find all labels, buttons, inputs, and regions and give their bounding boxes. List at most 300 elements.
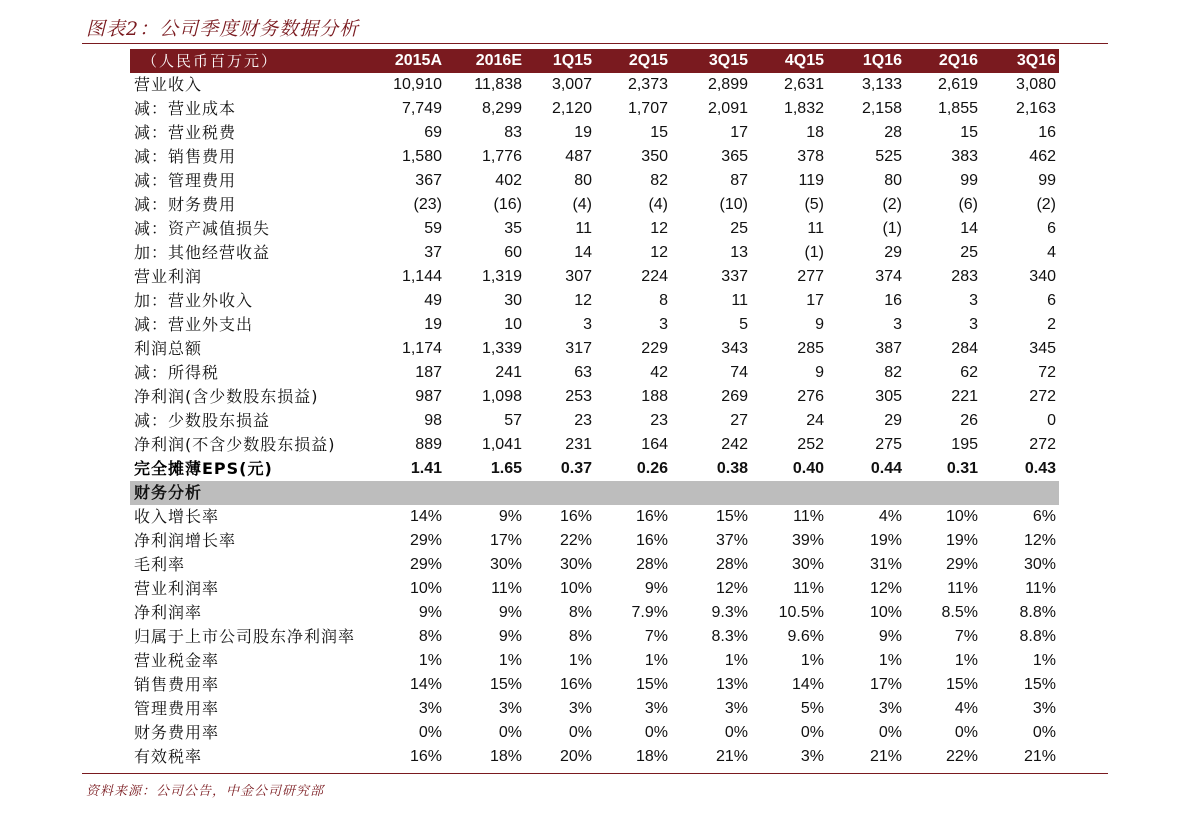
table-cell: 37 xyxy=(424,244,442,261)
table-cell: 9% xyxy=(644,580,668,597)
row-label: 销售费用率 xyxy=(134,675,220,694)
row-label: 管理费用率 xyxy=(134,699,220,718)
table-cell: 889 xyxy=(415,436,442,453)
table-cell: 3,133 xyxy=(861,76,902,93)
table-cell: 367 xyxy=(415,172,442,189)
table-cell: 2,163 xyxy=(1015,100,1056,117)
table-cell: 24 xyxy=(806,412,824,429)
table-cell: (1) xyxy=(804,244,824,261)
table-cell: 3% xyxy=(1032,700,1056,717)
table-cell: 25 xyxy=(730,220,748,237)
row-label: 加：营业外收入 xyxy=(134,291,254,310)
table-cell: 15% xyxy=(489,676,522,693)
table-cell: 276 xyxy=(797,388,824,405)
table-cell: 16% xyxy=(559,676,592,693)
table-cell: 10% xyxy=(869,604,902,621)
table-cell: 164 xyxy=(641,436,668,453)
row-label: 毛利率 xyxy=(134,555,186,574)
table-cell: 29 xyxy=(884,244,902,261)
table-cell: 20% xyxy=(559,748,592,765)
row-label: 减：少数股东损益 xyxy=(134,411,271,430)
table-cell: 9% xyxy=(878,628,902,645)
table-cell: 187 xyxy=(415,364,442,381)
table-cell: 5% xyxy=(800,700,824,717)
table-cell: (4) xyxy=(572,196,592,213)
col-header-2q15: 2Q15 xyxy=(628,52,668,69)
table-cell: 1% xyxy=(954,652,978,669)
table-cell: 9 xyxy=(815,316,824,333)
table-cell: 10.5% xyxy=(778,604,824,621)
table-cell: 1,041 xyxy=(481,436,522,453)
table-cell: 241 xyxy=(495,364,522,381)
table-cell: 69 xyxy=(424,124,442,141)
table-cell: 1,580 xyxy=(401,148,442,165)
table-cell: 3 xyxy=(583,316,592,333)
table-row xyxy=(130,73,1059,97)
table-cell: 0.26 xyxy=(636,460,668,477)
table-row xyxy=(130,385,1059,409)
table-cell: 284 xyxy=(951,340,978,357)
table-cell: 1,319 xyxy=(481,268,522,285)
table-cell: 17 xyxy=(730,124,748,141)
table-row xyxy=(130,121,1059,145)
table-cell: 285 xyxy=(797,340,824,357)
table-cell: 87 xyxy=(730,172,748,189)
table-cell: 1% xyxy=(1032,652,1056,669)
table-cell: 25 xyxy=(960,244,978,261)
table-cell: 8% xyxy=(568,628,592,645)
table-cell: 0% xyxy=(644,724,668,741)
table-cell: 15 xyxy=(650,124,668,141)
table-cell: 195 xyxy=(951,436,978,453)
table-cell: 30% xyxy=(1023,556,1056,573)
table-cell: 374 xyxy=(875,268,902,285)
table-cell: 283 xyxy=(951,268,978,285)
table-row xyxy=(130,673,1059,697)
table-row xyxy=(130,601,1059,625)
table-cell: 83 xyxy=(504,124,522,141)
row-label: 营业收入 xyxy=(134,75,203,94)
table-cell: 99 xyxy=(1038,172,1056,189)
table-row xyxy=(130,217,1059,241)
table-row xyxy=(130,145,1059,169)
table-cell: 1,339 xyxy=(481,340,522,357)
figure-title: 图表2：公司季度财务数据分析 xyxy=(86,18,360,40)
table-cell: 0.43 xyxy=(1024,460,1056,477)
table-cell: 11% xyxy=(793,580,824,597)
table-cell: (16) xyxy=(493,196,522,213)
table-cell: 0 xyxy=(1047,412,1056,429)
table-row xyxy=(130,529,1059,553)
row-label: 净利润(含少数股东损益) xyxy=(134,387,319,406)
table-cell: 7,749 xyxy=(401,100,442,117)
table-cell: 365 xyxy=(721,148,748,165)
header-unit-label: （人民币百万元） xyxy=(142,52,279,70)
table-cell: 30% xyxy=(791,556,824,573)
table-cell: 350 xyxy=(641,148,668,165)
table-cell: 11 xyxy=(807,220,824,237)
table-cell: 42 xyxy=(650,364,668,381)
col-header-2015a: 2015A xyxy=(394,52,442,69)
table-cell: 8.5% xyxy=(941,604,978,621)
table-cell: 59 xyxy=(424,220,442,237)
table-row xyxy=(130,169,1059,193)
table-cell: 18% xyxy=(489,748,522,765)
top-divider xyxy=(82,43,1108,44)
table-row xyxy=(130,457,1059,481)
table-cell: 19 xyxy=(574,124,592,141)
table-cell: 37% xyxy=(715,532,748,549)
table-cell: 8% xyxy=(568,604,592,621)
table-cell: 28% xyxy=(715,556,748,573)
table-cell: 272 xyxy=(1029,436,1056,453)
table-cell: 15% xyxy=(1023,676,1056,693)
table-cell: 16 xyxy=(1038,124,1056,141)
table-cell: 5 xyxy=(739,316,748,333)
table-cell: 10,910 xyxy=(393,76,442,93)
col-header-3q16: 3Q16 xyxy=(1016,52,1056,69)
row-label: 有效税率 xyxy=(134,747,203,766)
table-cell: 343 xyxy=(721,340,748,357)
table-cell: 119 xyxy=(798,172,824,189)
table-cell: 2,158 xyxy=(861,100,902,117)
table-cell: 2,619 xyxy=(937,76,978,93)
table-cell: 13 xyxy=(730,244,748,261)
section-label: 财务分析 xyxy=(134,483,203,502)
table-cell: 8.8% xyxy=(1019,628,1056,645)
table-cell: 0.38 xyxy=(716,460,748,477)
table-cell: 3,080 xyxy=(1015,76,1056,93)
table-cell: 3% xyxy=(644,700,668,717)
table-cell: 10% xyxy=(559,580,592,597)
table-cell: 1,832 xyxy=(783,100,824,117)
table-cell: 30 xyxy=(504,292,522,309)
table-cell: 21% xyxy=(869,748,902,765)
table-cell: (6) xyxy=(958,196,978,213)
table-cell: 305 xyxy=(875,388,902,405)
table-cell: 3% xyxy=(800,748,824,765)
table-cell: 17 xyxy=(806,292,824,309)
table-cell: 8% xyxy=(418,628,442,645)
table-cell: 340 xyxy=(1029,268,1056,285)
table-cell: 10% xyxy=(945,508,978,525)
table-cell: 1% xyxy=(800,652,824,669)
table-cell: 2,631 xyxy=(783,76,824,93)
table-cell: 9% xyxy=(498,628,522,645)
table-cell: 242 xyxy=(721,436,748,453)
row-label: 净利润率 xyxy=(134,603,203,622)
table-cell: 82 xyxy=(650,172,668,189)
table-cell: 383 xyxy=(951,148,978,165)
table-cell: (1) xyxy=(882,220,902,237)
table-cell: 8 xyxy=(659,292,668,309)
table-cell: 275 xyxy=(875,436,902,453)
table-cell: 12% xyxy=(715,580,748,597)
col-header-1q15: 1Q15 xyxy=(552,52,592,69)
table-cell: 21% xyxy=(715,748,748,765)
table-cell: 11% xyxy=(793,508,824,525)
table-cell: 1% xyxy=(724,652,748,669)
table-cell: 14% xyxy=(791,676,824,693)
table-cell: 253 xyxy=(565,388,592,405)
table-row xyxy=(130,697,1059,721)
table-cell: 6 xyxy=(1047,292,1056,309)
table-cell: 14% xyxy=(409,676,442,693)
table-cell: 57 xyxy=(504,412,522,429)
col-header-4q15: 4Q15 xyxy=(784,52,824,69)
table-cell: 0% xyxy=(1032,724,1056,741)
row-label: 营业税金率 xyxy=(134,651,220,670)
table-cell: 525 xyxy=(875,148,902,165)
table-cell: 3 xyxy=(969,292,978,309)
table-cell: 62 xyxy=(960,364,978,381)
row-label: 净利润增长率 xyxy=(134,531,237,550)
table-cell: 378 xyxy=(797,148,824,165)
table-cell: 27 xyxy=(730,412,748,429)
table-cell: 3% xyxy=(878,700,902,717)
table-cell: 345 xyxy=(1029,340,1056,357)
table-cell: 7.9% xyxy=(631,604,668,621)
source-note: 资料来源：公司公告，中金公司研究部 xyxy=(86,784,325,799)
table-cell: 15% xyxy=(635,676,668,693)
table-cell: 252 xyxy=(797,436,824,453)
table-cell: 269 xyxy=(721,388,748,405)
table-cell: 29% xyxy=(409,556,442,573)
table-cell: 11 xyxy=(575,220,592,237)
table-cell: 11,838 xyxy=(474,76,522,93)
table-cell: 1.65 xyxy=(490,460,522,477)
table-cell: 317 xyxy=(565,340,592,357)
table-cell: 28 xyxy=(884,124,902,141)
table-cell: 9.6% xyxy=(787,628,824,645)
table-cell: 0% xyxy=(418,724,442,741)
table-cell: 9% xyxy=(418,604,442,621)
table-cell: 8.8% xyxy=(1019,604,1056,621)
table-cell: 63 xyxy=(574,364,592,381)
table-cell: 17% xyxy=(489,532,522,549)
table-cell: 0.37 xyxy=(560,460,592,477)
table-cell: (2) xyxy=(1036,196,1056,213)
table-cell: 7% xyxy=(644,628,668,645)
table-cell: 99 xyxy=(960,172,978,189)
table-cell: 74 xyxy=(730,364,748,381)
table-cell: 4% xyxy=(954,700,978,717)
table-row xyxy=(130,577,1059,601)
table-cell: 1,855 xyxy=(937,100,978,117)
table-cell: 272 xyxy=(1029,388,1056,405)
table-cell: 10% xyxy=(409,580,442,597)
table-cell: 15 xyxy=(960,124,978,141)
table-cell: 1,174 xyxy=(401,340,442,357)
table-cell: 28% xyxy=(635,556,668,573)
table-cell: 0% xyxy=(954,724,978,741)
table-cell: 11 xyxy=(731,292,748,309)
table-row xyxy=(130,505,1059,529)
table-cell: 0% xyxy=(800,724,824,741)
table-cell: 0% xyxy=(568,724,592,741)
table-cell: 1% xyxy=(568,652,592,669)
table-cell: 8.3% xyxy=(711,628,748,645)
table-cell: 337 xyxy=(721,268,748,285)
table-cell: 82 xyxy=(884,364,902,381)
table-row xyxy=(130,745,1059,769)
table-cell: 19 xyxy=(424,316,442,333)
table-cell: 2,091 xyxy=(707,100,748,117)
table-cell: 12 xyxy=(650,220,668,237)
table-cell: 16% xyxy=(635,508,668,525)
table-cell: 2,373 xyxy=(627,76,668,93)
row-label: 财务费用率 xyxy=(134,723,220,742)
table-cell: 0% xyxy=(878,724,902,741)
col-header-1q16: 1Q16 xyxy=(862,52,902,69)
table-row xyxy=(130,265,1059,289)
table-cell: 987 xyxy=(415,388,442,405)
table-row xyxy=(130,625,1059,649)
table-cell: 16 xyxy=(884,292,902,309)
table-cell: 188 xyxy=(641,388,668,405)
table-row xyxy=(130,649,1059,673)
row-label: 归属于上市公司股东净利润率 xyxy=(134,627,356,646)
table-cell: 16% xyxy=(409,748,442,765)
table-cell: 0% xyxy=(498,724,522,741)
row-label: 减：管理费用 xyxy=(134,171,237,190)
table-cell: 12 xyxy=(574,292,592,309)
table-cell: 6 xyxy=(1047,220,1056,237)
table-cell: 12 xyxy=(650,244,668,261)
section-header-row xyxy=(130,481,1059,505)
table-cell: 80 xyxy=(574,172,592,189)
table-cell: 487 xyxy=(565,148,592,165)
table-cell: 231 xyxy=(565,436,592,453)
table-row xyxy=(130,313,1059,337)
table-row xyxy=(130,361,1059,385)
table-cell: 9% xyxy=(498,508,522,525)
table-cell: 22% xyxy=(559,532,592,549)
table-cell: 18% xyxy=(635,748,668,765)
table-row xyxy=(130,409,1059,433)
table-cell: (23) xyxy=(413,196,442,213)
table-cell: 17% xyxy=(869,676,902,693)
table-cell: 229 xyxy=(641,340,668,357)
financial-table xyxy=(130,49,1059,769)
table-cell: 402 xyxy=(495,172,522,189)
table-row xyxy=(130,721,1059,745)
table-cell: 1,707 xyxy=(627,100,668,117)
table-cell: 2 xyxy=(1047,316,1056,333)
table-cell: 2,120 xyxy=(551,100,592,117)
table-cell: 13% xyxy=(715,676,748,693)
table-cell: 39% xyxy=(791,532,824,549)
table-cell: 11% xyxy=(947,580,978,597)
table-cell: 15% xyxy=(715,508,748,525)
row-label: 加：其他经营收益 xyxy=(134,243,271,262)
table-row xyxy=(130,553,1059,577)
table-cell: 7% xyxy=(954,628,978,645)
col-header-3q15: 3Q15 xyxy=(708,52,748,69)
table-cell: 3 xyxy=(893,316,902,333)
table-cell: 30% xyxy=(489,556,522,573)
table-cell: 1.41 xyxy=(410,460,442,477)
table-cell: (5) xyxy=(804,196,824,213)
table-cell: 307 xyxy=(565,268,592,285)
table-cell: 1% xyxy=(418,652,442,669)
col-header-2q16: 2Q16 xyxy=(938,52,978,69)
table-cell: 224 xyxy=(641,268,668,285)
table-cell: 8,299 xyxy=(481,100,522,117)
table-cell: 0% xyxy=(724,724,748,741)
table-cell: 29% xyxy=(409,532,442,549)
table-cell: 3% xyxy=(498,700,522,717)
table-cell: (10) xyxy=(719,196,748,213)
table-cell: 30% xyxy=(559,556,592,573)
table-cell: 1% xyxy=(644,652,668,669)
table-cell: 35 xyxy=(504,220,522,237)
row-label: 完全摊薄EPS(元) xyxy=(134,459,273,478)
row-label: 减：营业外支出 xyxy=(134,315,254,334)
row-label: 减：营业税费 xyxy=(134,123,237,142)
table-cell: 72 xyxy=(1038,364,1056,381)
table-header-row xyxy=(130,49,1059,73)
table-cell: 1,776 xyxy=(481,148,522,165)
table-cell: 12% xyxy=(869,580,902,597)
table-cell: 14% xyxy=(409,508,442,525)
row-label: 减：销售费用 xyxy=(134,147,237,166)
col-header-2016e: 2016E xyxy=(475,52,522,69)
table-cell: 14 xyxy=(574,244,592,261)
table-cell: 12% xyxy=(1023,532,1056,549)
table-cell: 23 xyxy=(650,412,668,429)
table-cell: 277 xyxy=(797,268,824,285)
table-cell: 4 xyxy=(1047,244,1056,261)
table-cell: 3 xyxy=(659,316,668,333)
table-cell: 18 xyxy=(806,124,824,141)
row-label: 净利润(不含少数股东损益) xyxy=(134,435,336,454)
table-cell: 14 xyxy=(960,220,978,237)
table-row xyxy=(130,193,1059,217)
table-cell: 2,899 xyxy=(707,76,748,93)
table-cell: 23 xyxy=(574,412,592,429)
table-cell: 0.31 xyxy=(946,460,978,477)
table-row xyxy=(130,433,1059,457)
table-cell: 19% xyxy=(869,532,902,549)
table-cell: 6% xyxy=(1032,508,1056,525)
table-cell: 22% xyxy=(945,748,978,765)
table-cell: 98 xyxy=(424,412,442,429)
table-cell: 49 xyxy=(424,292,442,309)
table-cell: 9 xyxy=(815,364,824,381)
table-cell: 0.44 xyxy=(870,460,902,477)
row-label: 利润总额 xyxy=(134,339,203,358)
table-cell: 15% xyxy=(945,676,978,693)
table-cell: 60 xyxy=(504,244,522,261)
table-cell: 21% xyxy=(1023,748,1056,765)
table-cell: 3,007 xyxy=(551,76,592,93)
table-row xyxy=(130,241,1059,265)
table-cell: 10 xyxy=(504,316,522,333)
row-label: 营业利润率 xyxy=(134,579,220,598)
table-cell: 462 xyxy=(1029,148,1056,165)
table-cell: 29 xyxy=(884,412,902,429)
table-cell: 11% xyxy=(491,580,522,597)
table-cell: 3% xyxy=(568,700,592,717)
table-cell: (2) xyxy=(882,196,902,213)
row-label: 减：所得税 xyxy=(134,363,220,382)
table-cell: 4% xyxy=(878,508,902,525)
table-cell: 26 xyxy=(960,412,978,429)
row-label: 减：资产减值损失 xyxy=(134,219,271,238)
table-cell: 3% xyxy=(724,700,748,717)
table-cell: 1% xyxy=(498,652,522,669)
